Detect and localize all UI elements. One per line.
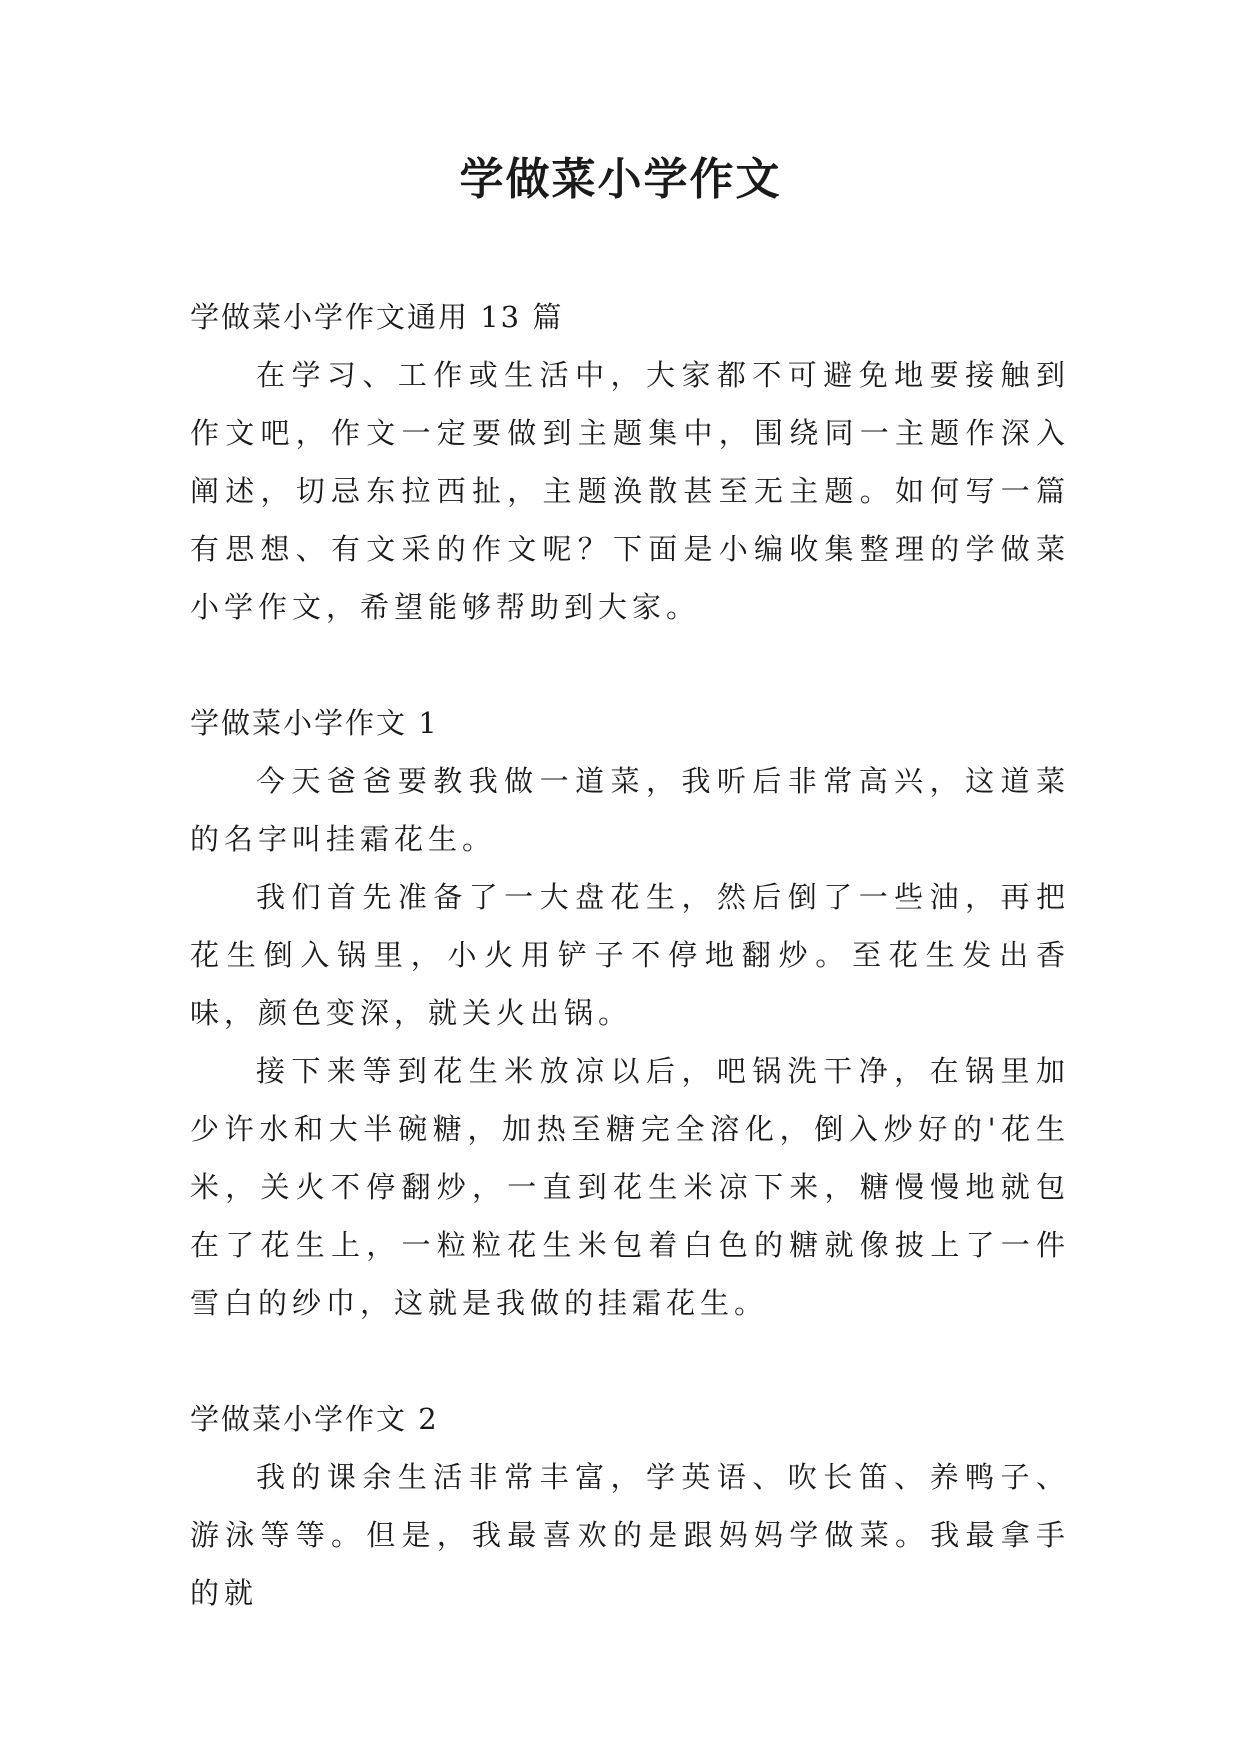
document-body bbox=[190, 288, 1070, 1622]
section-heading: 学做菜小学作文 2 bbox=[190, 1402, 439, 1436]
section-paragraph: 接下来等到花生米放凉以后，吧锅洗干净，在锅里加少许水和大半碗糖，加热至糖完全溶化，倒入炒好的'花生米，关火不停翻炒，一直到花生米凉下来，糖慢慢地就包在了花生上，一粒粒花生米包着白色的糖就像披上了一件雪白的纱巾，这就是我做的挂霜花生。 bbox=[190, 1054, 1070, 1320]
document-subtitle: 学做菜小学作文通用 13 篇 bbox=[190, 300, 564, 334]
section-paragraph: 今天爸爸要教我做一道菜，我听后非常高兴，这道菜的名字叫挂霜花生。 bbox=[190, 764, 1070, 856]
essay-section-2 bbox=[190, 1390, 1070, 1622]
section-spacer bbox=[190, 1332, 1070, 1390]
section-paragraph: 我们首先准备了一大盘花生，然后倒了一些油，再把花生倒入锅里，小火用铲子不停地翻炒。至花生发出香味，颜色变深，就关火出锅。 bbox=[190, 880, 1070, 1030]
section-spacer bbox=[190, 636, 1070, 694]
section-heading: 学做菜小学作文 1 bbox=[190, 706, 439, 740]
document-title: 学做菜小学作文 bbox=[459, 154, 782, 205]
essay-section-1 bbox=[190, 694, 1070, 1332]
intro-paragraph: 在学习、工作或生活中，大家都不可避免地要接触到作文吧，作文一定要做到主题集中，围绕同一主题作深入阐述，切忌东拉西扯，主题涣散甚至无主题。如何写一篇有思想、有文采的作文呢？下面是小编收集整理的学做菜小学作文，希望能够帮助到大家。 bbox=[190, 358, 1070, 624]
section-paragraph: 我的课余生活非常丰富，学英语、吹长笛、养鸭子、游泳等等。但是，我最喜欢的是跟妈妈学做菜。我最拿手的就 bbox=[190, 1460, 1070, 1610]
